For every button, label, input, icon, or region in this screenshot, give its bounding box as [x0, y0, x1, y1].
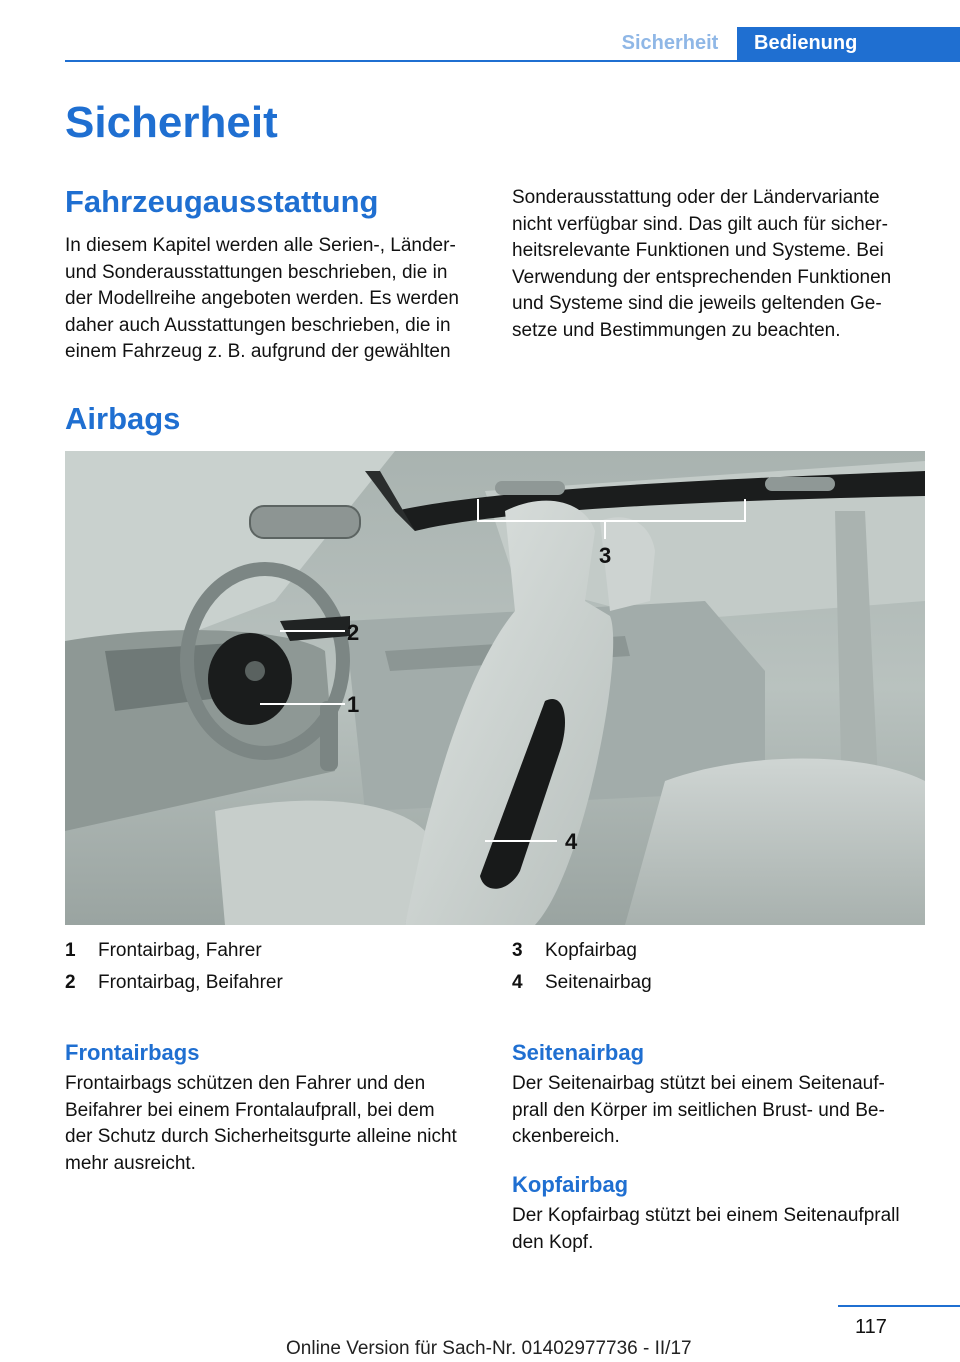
legend-item: 3 Kopfairbag	[512, 940, 637, 961]
callout-4: 4	[565, 829, 578, 854]
page-title: Sicherheit	[65, 98, 278, 147]
vehicle-equipment-text-col2: Sonderausstattung oder der Ländervariante nicht verfügbar sind. Das gilt auch für sicher- heitsrelevante Funktionen und Systeme. Bei Verwendung der entsprechenden Funktionen und Systeme sind die jeweils geltenden Ge- setze und Bestimmungen zu beachten.	[512, 187, 892, 341]
footer-text: Online Version für Sach-Nr. 01402977736 - II/17	[286, 1338, 692, 1359]
header-tab-chapter[interactable]: Bedienung	[737, 27, 960, 60]
legend-left	[65, 935, 283, 999]
page-number: 117	[855, 1316, 887, 1338]
legend-item: 4 Seitenairbag	[512, 972, 652, 993]
kopfairbag-heading: Kopfairbag	[512, 1172, 629, 1197]
legend-right	[512, 935, 652, 999]
frontairbags-text: Frontairbags schützen den Fahrer und den Beifahrer bei einem Frontalaufprall, bei dem der Schutz durch Sicherheitsgurte alleine nicht mehr ausreicht.	[65, 1073, 457, 1174]
callout-3: 3	[599, 543, 612, 568]
legend-item: 2 Frontairbag, Beifahrer	[65, 972, 283, 993]
callout-2: 2	[347, 620, 360, 645]
frontairbags-heading: Frontairbags	[65, 1040, 200, 1065]
airbags-heading: Airbags	[65, 401, 181, 436]
legend-item: 1 Frontairbag, Fahrer	[65, 940, 262, 961]
vehicle-equipment-text-col1: In diesem Kapitel werden alle Serien-, Länder- und Sonderausstattungen beschrieben, die in der Modellreihe angeboten werden. Es werden daher auch Ausstattungen beschrieben, die in einem Fahrzeug z. B. aufgrund der gewählten	[65, 235, 459, 362]
callout-1: 1	[347, 692, 360, 717]
airbag-illustration	[65, 451, 925, 925]
seitenairbag-heading: Seitenairbag	[512, 1040, 645, 1065]
kopfairbag-text: Der Kopfairbag stützt bei einem Seitenaufprall den Kopf.	[512, 1205, 900, 1253]
footer-rule	[838, 1305, 960, 1307]
header-tab-section[interactable]: Sicherheit	[621, 32, 719, 54]
header-rule	[65, 60, 960, 62]
seitenairbag-text: Der Seitenairbag stützt bei einem Seitenauf- prall den Körper im seitlichen Brust- und Be- ckenbereich.	[512, 1073, 885, 1147]
vehicle-equipment-heading: Fahrzeugausstattung	[65, 184, 379, 219]
